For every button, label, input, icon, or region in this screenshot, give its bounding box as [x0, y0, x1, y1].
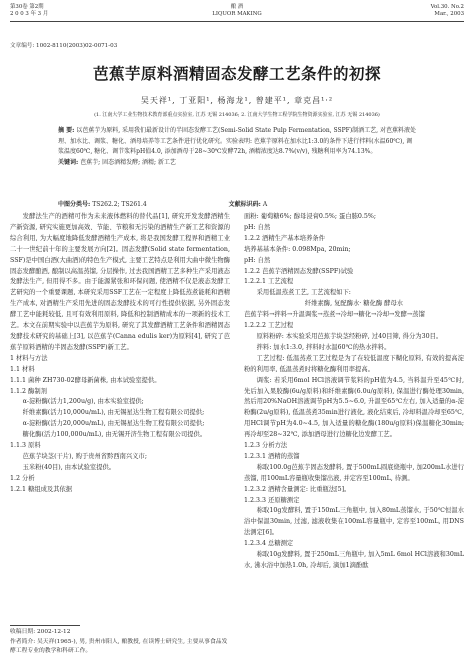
section-heading: 1.2.3.3 还原糖测定 [244, 496, 300, 504]
section-heading: 1.2.3.1 酒精的蒸馏 [244, 452, 300, 460]
body-paragraph: 纤维素酶(活力10,000u/mL), 由无锡星达生物工程有限公司提供; [22, 409, 205, 417]
body-paragraph: 称取10g发酵料, 置于150mL三角瓶中, 加入80mL蒸馏水, 于50℃恒温水浴中保温30min, 过滤, 滤液收集在100mL容量瓶中, 定容至100mL, 用DNS法测定[6]。 [244, 507, 464, 537]
body-paragraph: pH: 自然 [244, 223, 271, 231]
journal-name: 酿 酒 [230, 4, 244, 10]
article-title: 芭蕉芋原料酒精固态发酵工艺条件的初探 [92, 65, 381, 83]
abstract-label: 摘 要: [58, 127, 75, 134]
authors: 吴天祥¹, 丁亚阳¹, 杨海龙¹, 曾建平¹, 章克昌¹·² [140, 96, 334, 105]
article-number: 文章编号: 1002-8110(2003)02-0071-03 [10, 43, 118, 49]
date-label-en: Mar., 2003 [434, 11, 464, 17]
body-paragraph: 工艺过程: 低温蒸煮工艺过程是为了在较低温度下糊化原料, 有效的提高淀粉的利用率, 低温蒸煮时将糖化酶利用率提高。 [244, 354, 464, 373]
right-column [244, 212, 464, 572]
right-section-list [244, 212, 464, 572]
section-heading: 1.2.2 酒精生产基本培养条件 [244, 234, 325, 242]
keywords-label: 关键词: [58, 158, 79, 166]
issue-label: 第30卷 第2期 [10, 4, 44, 10]
section-heading: 1.2.2 芭蕉芋酒精固态发酵(SSPF)试验 [244, 267, 354, 275]
journal-name-en: LIQUOR MAKING [212, 11, 262, 17]
doc-code-label: 文献标识码: [228, 201, 261, 208]
body-paragraph: 芭蕉芋块茎(干片), 购于贵州省黔西南兴义市; [22, 452, 147, 460]
volume-label: Vol.30. No.2 [430, 4, 464, 10]
section-heading: 1.2.1 糖组成及其依据 [10, 485, 73, 493]
clc-label: 中图分类号: [58, 201, 91, 208]
affiliation: (1. 江南大学工业生物技术教育部重点实验室, 江苏 无锡 214036; 2. 江南大学生物工程学院生物资源实验室, 江苏 无锡 214036) [94, 112, 380, 118]
body-paragraph: 玉米粉(40目), 由本试验室提供。 [22, 463, 116, 471]
body-paragraph: pH: 自然 [244, 256, 271, 264]
header-center [10, 4, 464, 18]
body-paragraph: α-淀粉酶(活力20,000u/mL), 由无锡星达生物工程有限公司提供; [22, 420, 205, 428]
header-right [431, 4, 464, 18]
body-paragraph: 培养基基本条件: 0.098Mpa, 20min; [244, 245, 351, 253]
body-paragraph: 拌料: 加水1:3.0, 拌料时水温60℃的热水拌料。 [256, 343, 391, 351]
section-heading: 1.1.3 原料 [10, 442, 41, 450]
body-paragraph: 采用低温蒸煮工艺, 工艺流程如下: [256, 289, 351, 297]
header-rule [10, 21, 464, 22]
section-heading: 1.2.2.2 工艺过程 [244, 322, 294, 330]
keywords-text: 芭蕉芋; 固态酒精发酵; 酒精; 新工艺 [80, 158, 176, 166]
running-header [10, 4, 464, 26]
body-paragraph: 原料粉碎: 本实验采用芭蕉芋块茎经粉碎, 过40目筛, 得分为30目。 [256, 332, 443, 340]
section-heading: 1.1.1 菌种 ZH730-02酵母新菌株, 由本试验室提供。 [10, 376, 161, 384]
doc-code-value: A [262, 201, 268, 208]
section-heading: 1.2 分析 [10, 474, 35, 482]
classification [58, 199, 418, 208]
body-paragraph: 面粉: 葡萄糖6%; 醇母浸膏0.5%; 蛋白胨0.5%; [244, 213, 377, 220]
footnote [10, 628, 230, 657]
body-paragraph: 调浆: 若采用6mol HCl溶液调节浆料的pH值为4.5, 当料温升至45℃时, 先后加入果胶酶(6u/g原料)和纤维素酶(6.0u/g原料), 保温进行酶处理30min, 然后用20%NaOH溶液调节pH为5.5~6.0, 升温至65℃左右, 加入适量的α-淀粉酶(2u/g原料), 低温蒸煮35min进行液化, 液化结束后, 冷却料温冷却至65℃, 用HCl调节pH为4.0~4.5, 加入适量的糖化酶(180u/g原料)保温糖化30min; 再冷却至28~32℃, 添加酒母进行边糖化边发酵工艺。 [244, 376, 464, 439]
section-heading: 1.2.2.1 工艺流程 [244, 278, 294, 286]
section-heading: 1 材料与方法 [10, 354, 48, 362]
abstract [58, 126, 418, 168]
author-bio: 作者简介: 吴天祥(1965-), 男, 贵州市阳人, 酿教授, 在读博士研究生, 主要从事食品发酵工程专业的教学和科研工作。 [10, 638, 228, 654]
intro-paragraph: 发酵法生产的酒精可作为未来液体燃料的替代品[1], 研究开发发酵酒精生产新资源, 研究实施更加高效、节能、节粮和无污染的酒精生产新工艺和资源的综合利用, 为大幅度地降低发酵酒精生产成本, 将是我国发酵工程界和酒精工业二十一世纪前十年的主要发展方向[2]。固态发酵(Solid state fermentation, SSF)是中国白酒(大曲酒)的特色生产模式, 主要工艺特点是利用大曲中微生物酶固态发酵酿酒, 酿制以高温蒸馏, 分层操作, 过去我国酒精工艺多种生产采用液态发酵法生产, 但用得不多。由于能源紧张和环保问题, 使酒精不仅是液态发酵工艺研究的一个重要课题, 本研究采用SSF工艺在一定程度上降低蒸煮能耗和酒精生产成本, 对酒精生产采用先进的固态发酵技术的可行性提供依据, 另外固态发酵工艺中能耗较低, 且可有效利用原料, 降低和控制酒精成本的一项新的技术工艺。本文在前期实验中以芭蕉芋为原料, 研究了其发酵酒精工艺条件和酒精固态发酵技术研究的基础上[3], 以芭蕉芋(Canna edulis ker)为原料[4], 研究了芭蕉芋原料酒精的半固态发酵(SSPF)新工艺。 [10, 213, 230, 351]
body-paragraph: α-淀粉酶(活力1,200u/g), 由本实验室提供; [22, 398, 144, 406]
body-paragraph: 芭蕉芋料→拌料→升温调浆→蒸煮→冷却→糖化→冷却→发酵→蒸馏 [244, 311, 425, 319]
body-paragraph: 称取10g发酵料, 置于250mL三角瓶中, 加入5mL 6mol HCl溶液和30mL水, 沸水浴中加热1.0h, 冷却后, 滴加1滴酚酞 [244, 551, 464, 569]
section-heading: 1.2.3.2 酒精含量测定: 比重瓶法[5]。 [244, 485, 351, 493]
keywords [58, 158, 418, 169]
clc-value: TS262.2; TS261.4 [92, 201, 147, 208]
section-heading: 1.1.2 酶制剂 [10, 387, 47, 395]
body-paragraph: 纤维素酶, 复配酶水· 糖化酶 酵母水 [304, 300, 404, 308]
footnote-rule [10, 625, 80, 626]
section-heading: 1.1 材料 [10, 365, 35, 373]
abstract-text: 以芭蕉芋为原料, 采用我们最新设计的半固态发酵工艺(Semi-Solid State Pulp Fermentation, SSPF)制酒工艺, 对芭蕉料液处理、加水比、调浆、糖化、酒母培养等工艺条件进行优化研究。实验表明: 芭蕉芋原料在加水比1:3.0的条件下进行拌料(水温60℃), 调浆温度60℃, 糖化、调节浆料pH值4.0, 添加酒母于28~30℃发酵72h, 酒精浓度达8.7%(v/v), 残糖利用率为74.13%。 [58, 127, 416, 156]
section-heading: 1.2.3.4 总糖测定 [244, 540, 294, 548]
section-heading: 1.2.3 分析方法 [244, 442, 288, 450]
received-date: 收稿日期: 2002-12-12 [10, 629, 71, 635]
left-column [10, 212, 230, 496]
body-paragraph: 称取100.0g芭蕉芋固态发酵料, 置于500mL圆底烧瓶中, 加200mL水进行蒸馏, 用100mL容量瓶收集馏出液, 并定容至100mL, 待测。 [244, 463, 464, 482]
left-section-list [10, 354, 230, 496]
body-paragraph: 糖化酶(活力100,000u/mL), 由无锡开济生物工程有限公司提供。 [22, 431, 207, 439]
date-label: 2 0 0 3 年 3 月 [10, 11, 49, 17]
